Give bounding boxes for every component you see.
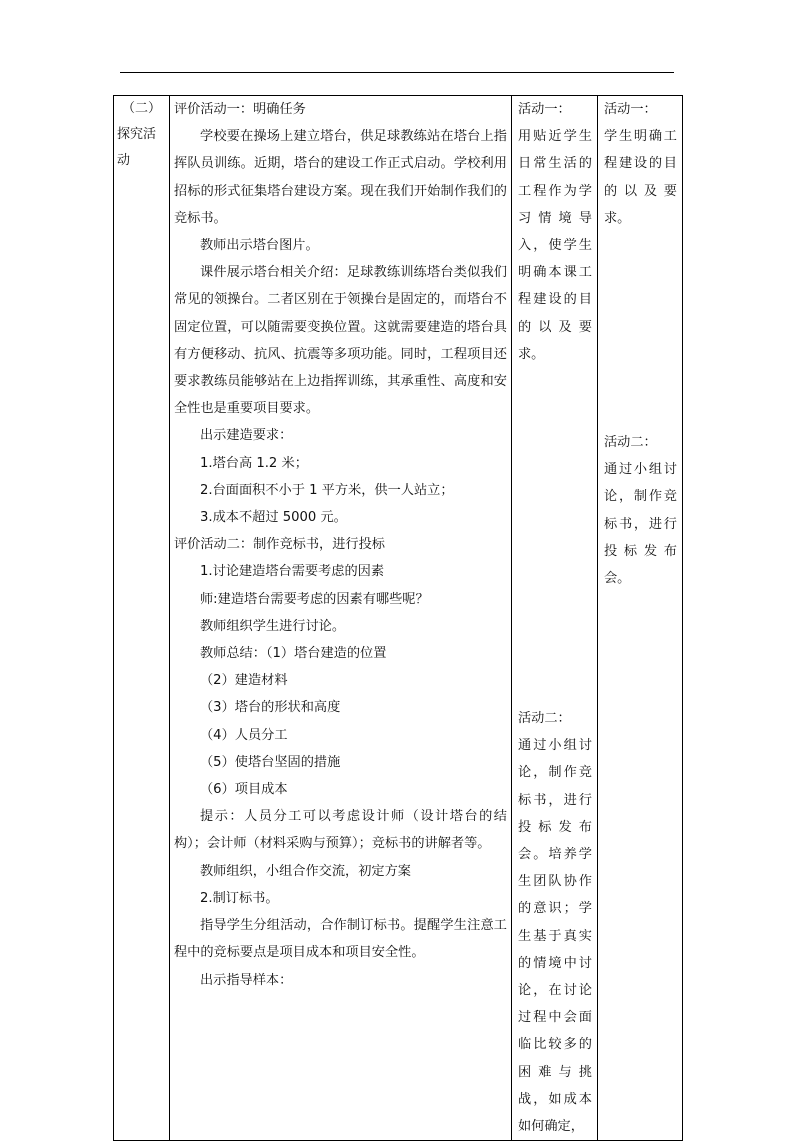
intent-activity-one-text: 用贴近学生日常生活的工程作为学习情境导入，使学生明确本课工程建设的目的以及要求。: [518, 129, 592, 362]
goal-activity-one-text: 学生明确工程建设的目的以及要求。: [604, 129, 677, 226]
design-intent-cell: [512, 96, 598, 1141]
stage-name-line2: 动: [117, 153, 131, 168]
table-row: [114, 96, 683, 1141]
process-paragraph: 课件展示塔台相关介绍：足球教练训练塔台类似我们常见的领操台。二者区别在于领操台是固定的，而塔台不固定位置，可以随需要变换位置。这就需要建造的塔台具有方便移动、抗风、抗震等多项功能。同时，工程项目还要求教练员能够站在上边指挥训练，其承重性、高度和安全性也是重要项目要求。: [174, 265, 507, 417]
stage-name-line1: 探究活: [117, 127, 157, 142]
summary-item: （2）建造材料: [200, 673, 288, 689]
process-paragraph: 出示建造要求：: [200, 428, 293, 444]
process-paragraph: 教师出示塔台图片。: [200, 238, 319, 254]
summary-item: （3）塔台的形状和高度: [200, 700, 341, 716]
lesson-plan-table: [113, 95, 683, 1141]
process-paragraph: 1.讨论建造塔台需要考虑的因素: [200, 564, 385, 580]
intent-activity-two-text: 通过小组讨论，制作竞标书，进行投标发布会。培养学生团队协作的意识；学生基于真实的情境中讨论，在讨论过程中会面临比较多的困难与挑战，如成本如何确定，: [518, 738, 592, 1135]
process-paragraph: 出示指导样本：: [200, 972, 293, 988]
process-paragraph: 2.制订标书。: [200, 890, 279, 906]
activity-two-heading: 评价活动二：制作竞标书，进行投标: [174, 537, 385, 553]
process-paragraph: 教师组织，小组合作交流，初定方案: [200, 863, 411, 879]
intent-activity-two-title: 活动二：: [518, 711, 571, 727]
intent-activity-one-title: 活动一：: [518, 102, 571, 117]
summary-item: （6）项目成本: [200, 782, 288, 798]
stage-number: （二）: [121, 101, 161, 116]
process-paragraph: 指导学生分组活动，合作制订标书。提醒学生注意工程中的竞标要点是项目成本和项目安全性。: [174, 918, 507, 961]
goal-activity-one-title: 活动一：: [604, 102, 657, 117]
process-paragraph: 师:建造塔台需要考虑的因素有哪些呢？: [200, 591, 429, 607]
summary-item: （5）使塔台坚固的措施: [200, 754, 341, 770]
requirement-item: 3.成本不超过 5000 元。: [200, 510, 347, 526]
process-paragraph: 学校要在操场上建立塔台，供足球教练站在塔台上指挥队员训练。近期，塔台的建设工作正式启动。学校利用招标的形式征集塔台建设方案。现在我们开始制作我们的竞标书。: [174, 129, 507, 226]
activity-one-heading: 评价活动一：明确任务: [174, 102, 306, 117]
goal-activity-two-title: 活动二：: [604, 435, 657, 451]
summary-item: （4）人员分工: [200, 727, 288, 743]
teaching-process-cell: [170, 96, 512, 1141]
requirement-item: 2.台面面积不小于 1 平方米，供一人站立；: [200, 482, 454, 498]
goal-cell: [598, 96, 683, 1141]
process-paragraph: 提示：人员分工可以考虑设计师（设计塔台的结构）；会计师（材料采购与预算）；竞标书的讲解者等。: [174, 809, 507, 852]
requirement-item: 1.塔台高 1.2 米；: [200, 455, 308, 471]
stage-cell: [114, 96, 170, 1141]
process-paragraph: 教师组织学生进行讨论。: [200, 618, 346, 634]
page-header-rule: [120, 72, 674, 73]
process-paragraph: 教师总结：（1）塔台建造的位置: [200, 646, 387, 662]
goal-activity-two-text: 通过小组讨论，制作竞标书，进行投标发布会。: [604, 462, 677, 587]
